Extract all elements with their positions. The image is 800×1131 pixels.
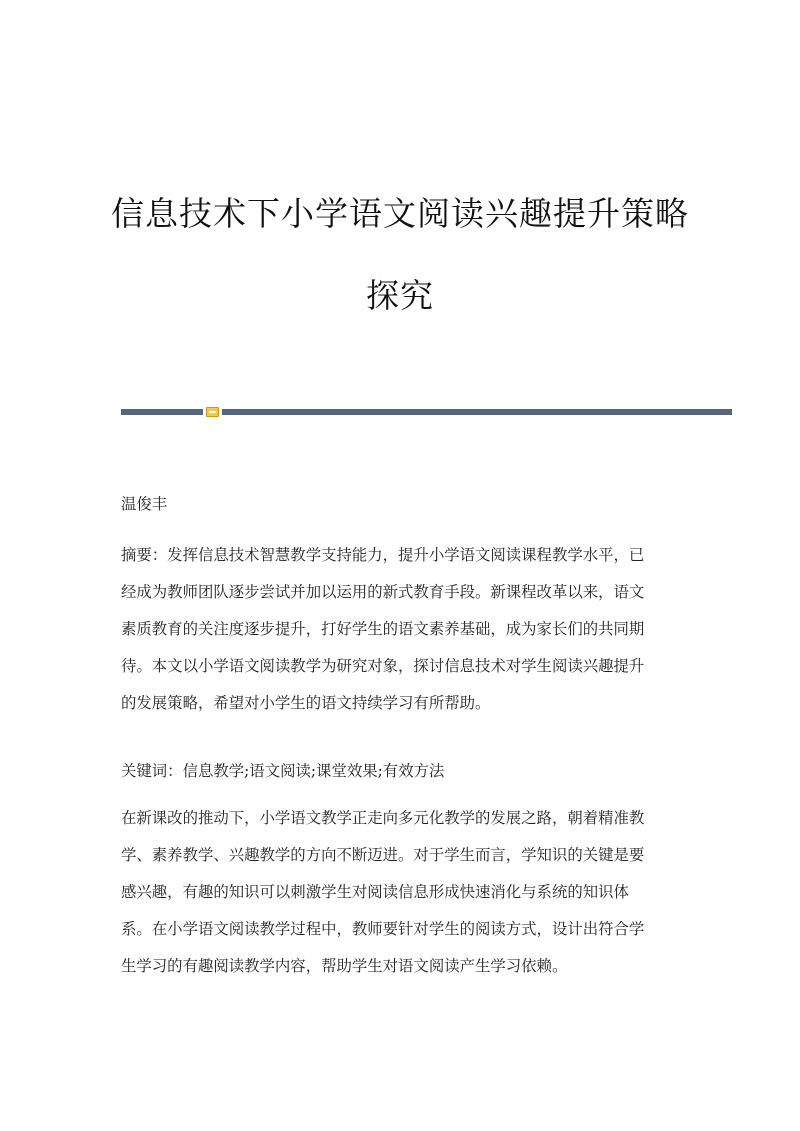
divider-bar-left [121,409,203,415]
abstract-line: 经成为教师团队逐步尝试并加以运用的新式教育手段。新课程改革以来，语文 [121,583,645,601]
divider-bar-right [222,409,732,415]
abstract-paragraph [121,537,681,722]
author-name: 温俊丰 [121,495,168,513]
abstract-line: 的发展策略，希望对小学生的语文持续学习有所帮助。 [121,694,491,712]
intro-line: 感兴趣，有趣的知识可以刺激学生对阅读信息形成快速消化与系统的知识体 [121,883,629,901]
intro-line: 系。在小学语文阅读教学过程中，教师要针对学生的阅读方式，设计出符合学 [121,920,645,938]
abstract-line: 摘要：发挥信息技术智慧教学支持能力，提升小学语文阅读课程教学水平，已 [121,546,645,564]
title-line-2: 探究 [366,276,434,315]
intro-line: 学、素养教学、兴趣教学的方向不断迈进。对于学生而言，学知识的关键是要 [121,846,645,864]
intro-line: 在新课改的推动下，小学语文教学正走向多元化教学的发展之路，朝着精准教 [121,809,645,827]
abstract-line: 待。本文以小学语文阅读教学为研究对象，探讨信息技术对学生阅读兴趣提升 [121,657,645,675]
title-divider [121,407,732,417]
intro-line: 生学习的有趣阅读教学内容，帮助学生对语文阅读产生学习依赖。 [121,957,568,975]
title-line-1: 信息技术下小学语文阅读兴趣提升策略 [111,194,689,233]
keywords-line: 关键词：信息教学;语文阅读;课堂效果;有效方法 [121,762,445,780]
abstract-line: 素质教育的关注度逐步提升，打好学生的语文素养基础，成为家长们的共同期 [121,620,645,638]
intro-paragraph [121,800,681,985]
divider-emblem-icon [206,407,219,417]
